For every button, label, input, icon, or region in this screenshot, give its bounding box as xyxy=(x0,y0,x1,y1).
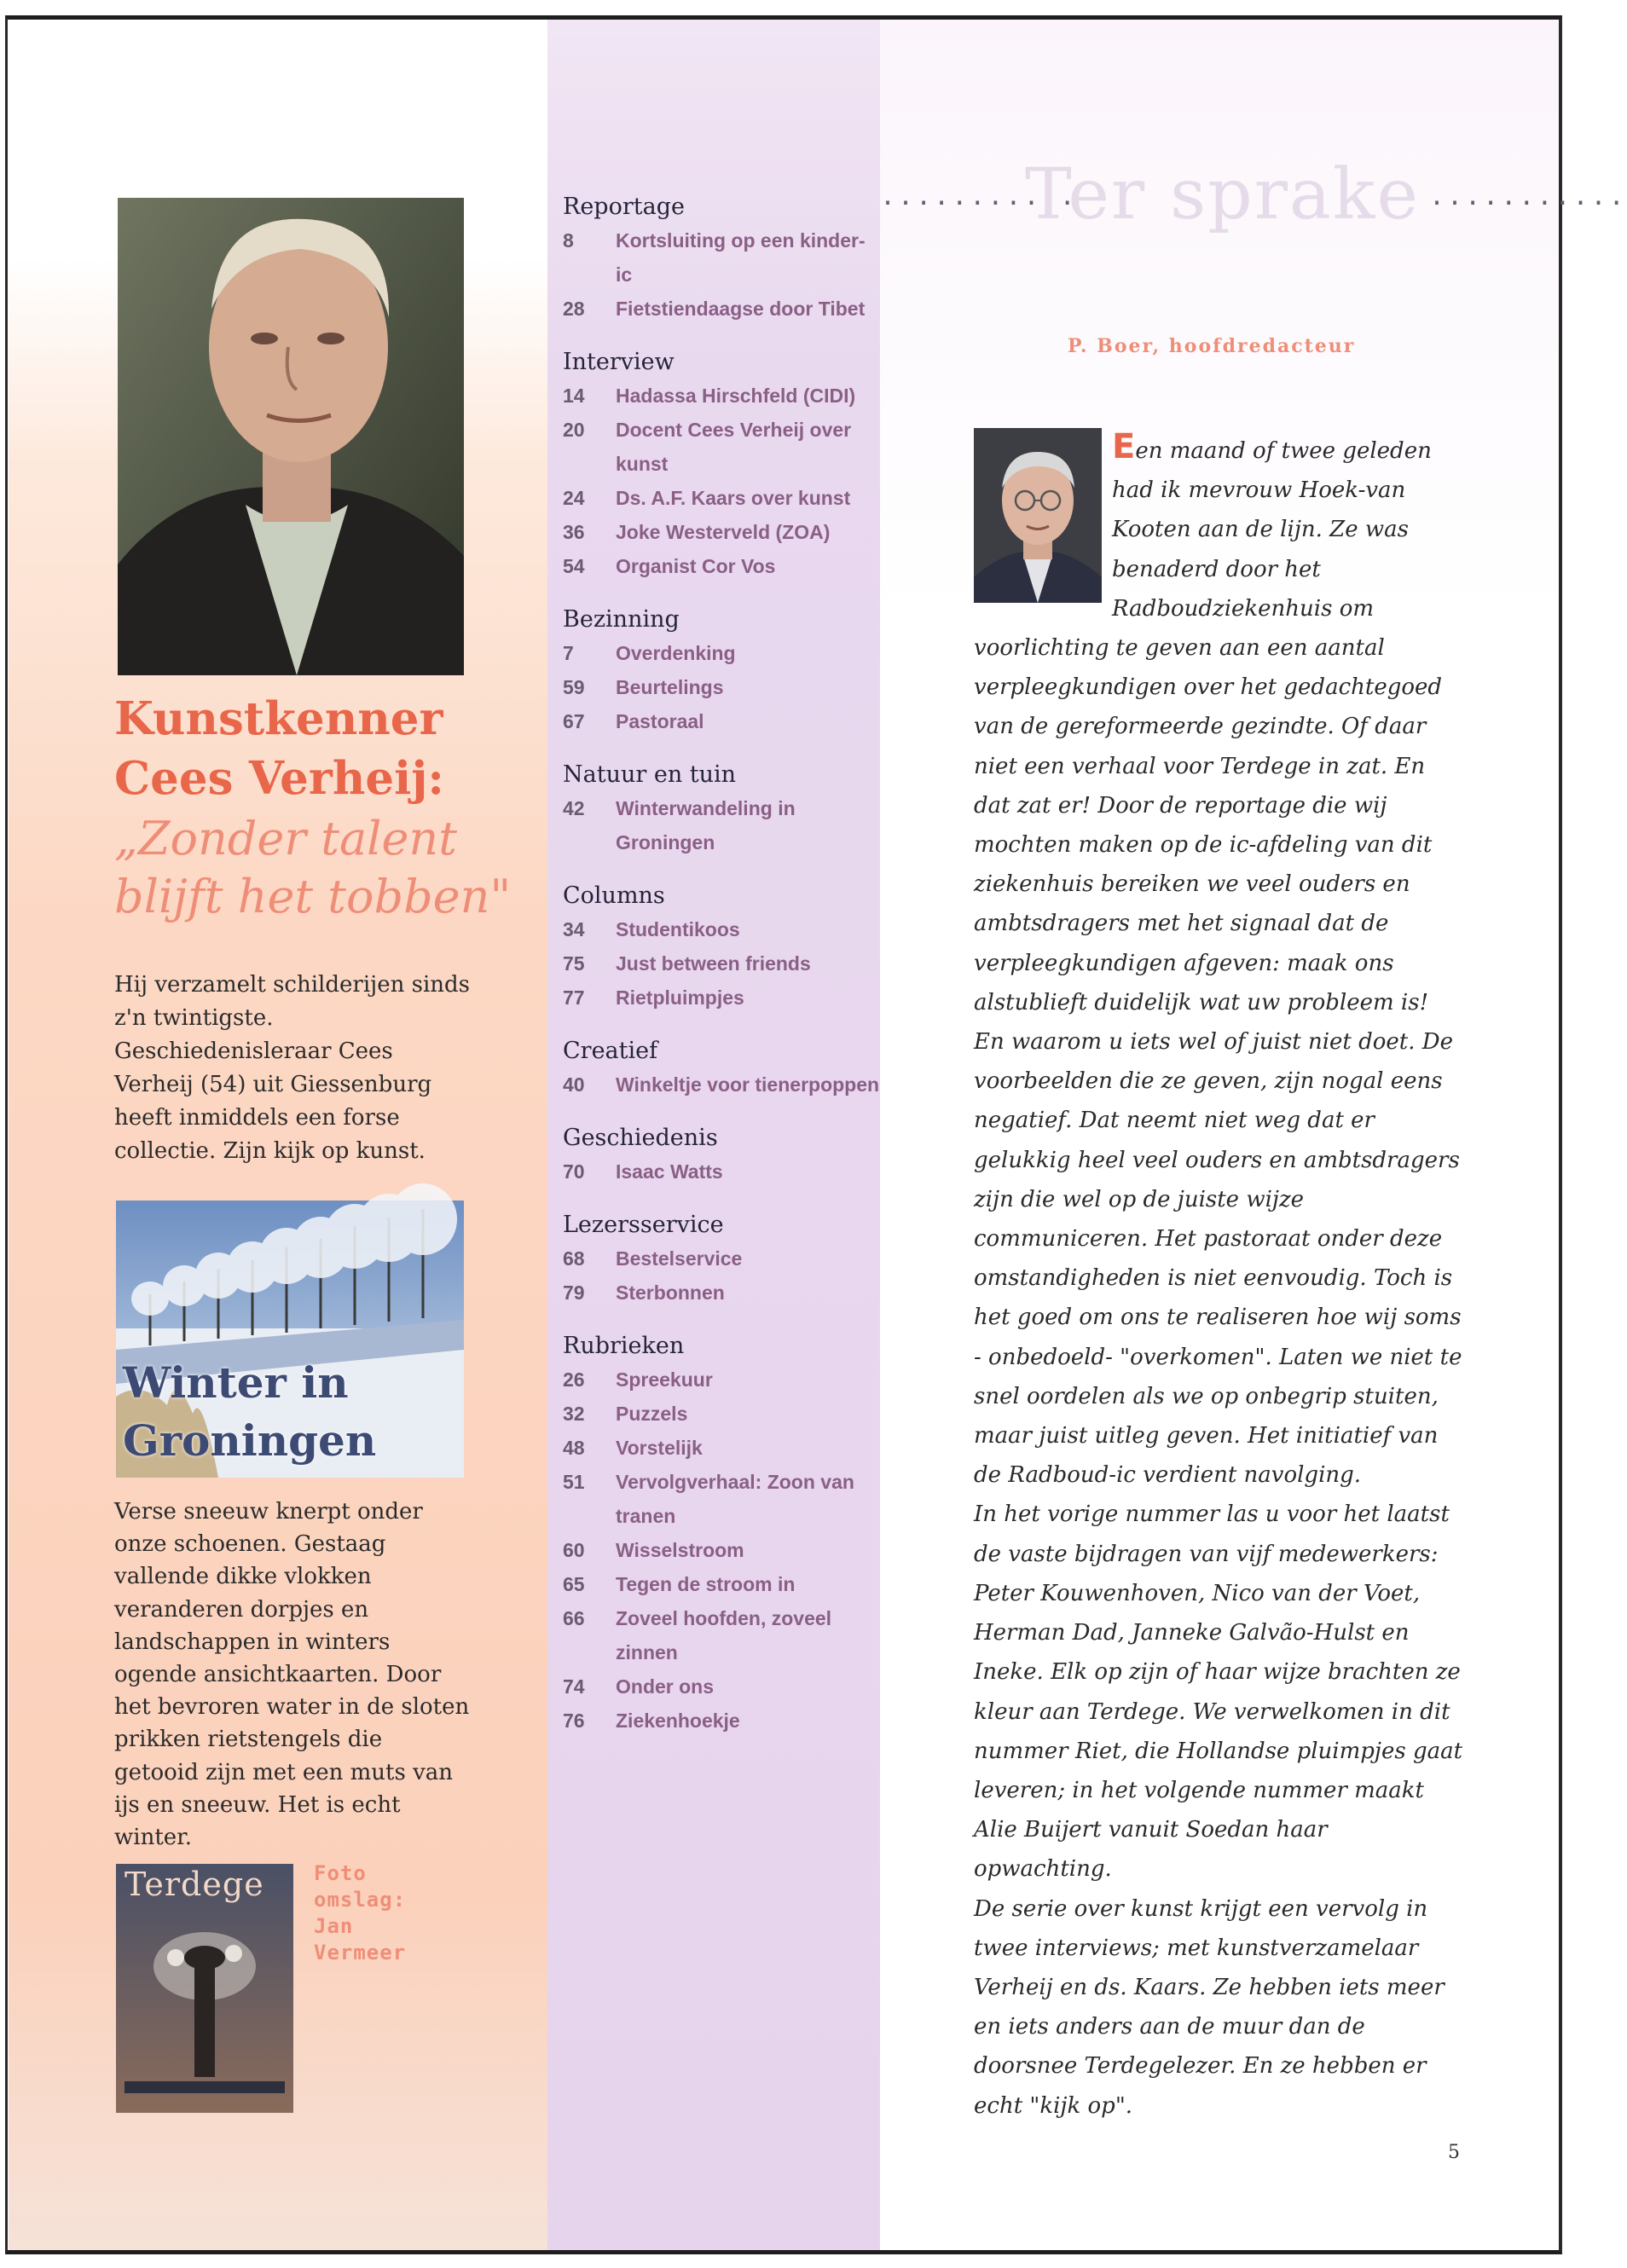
toc-entry[interactable] xyxy=(563,704,880,738)
toc-entry[interactable] xyxy=(563,549,880,583)
toc-entry-label: Tegen de stroom in xyxy=(616,1573,796,1595)
title-dots-right: ........... xyxy=(1429,182,1627,211)
toc-page-number: 65 xyxy=(563,1573,585,1595)
photo-spacer xyxy=(974,431,1107,614)
toc-section-title: Rubrieken xyxy=(563,1333,685,1359)
toc-entry[interactable] xyxy=(563,1363,880,1397)
toc-entry[interactable] xyxy=(563,1431,880,1465)
toc-page-number: 66 xyxy=(563,1607,585,1629)
toc-entry[interactable] xyxy=(563,1704,880,1738)
cover-story-title xyxy=(114,689,524,808)
toc-section xyxy=(563,344,880,583)
toc-page-number: 14 xyxy=(563,385,585,407)
toc-page-number: 40 xyxy=(563,1073,585,1096)
toc-section xyxy=(563,757,880,859)
toc-entry-label: Just between friends xyxy=(616,952,811,975)
toc-entry[interactable] xyxy=(563,912,880,946)
toc-page-number: 54 xyxy=(563,555,585,577)
toc-entry[interactable] xyxy=(563,1533,880,1567)
toc-entry[interactable] xyxy=(563,515,880,549)
magazine-cover-thumbnail xyxy=(116,1864,293,2113)
toc-page-number: 8 xyxy=(563,229,574,252)
toc-section-title: Columns xyxy=(563,882,665,909)
toc-entry[interactable] xyxy=(563,1067,880,1102)
toc-entry-label: Sterbonnen xyxy=(616,1282,725,1304)
drop-cap: E xyxy=(1112,427,1136,466)
cover-quote-line1: „Zonder talent xyxy=(114,812,457,865)
toc-entry-label: Winterwandeling in Groningen xyxy=(616,797,796,853)
toc-entry-label: Pastoraal xyxy=(616,710,704,732)
toc-section-title: Geschiedenis xyxy=(563,1125,718,1151)
toc-entry[interactable] xyxy=(563,292,880,326)
magazine-title: Terdege xyxy=(124,1866,264,1903)
cover-title-line2: Cees Verheij: xyxy=(114,752,444,805)
toc-page-number: 59 xyxy=(563,676,585,698)
toc-section xyxy=(563,602,880,738)
toc-entry[interactable] xyxy=(563,670,880,704)
toc-entry-label: Hadassa Hirschfeld (CIDI) xyxy=(616,385,856,407)
toc-section xyxy=(563,1328,880,1738)
toc-page-number: 75 xyxy=(563,952,585,975)
toc-entry-label: Organist Cor Vos xyxy=(616,555,776,577)
toc-entry-label: Fietstiendaagse door Tibet xyxy=(616,298,866,320)
toc-entry-label: Zoveel hoofden, zoveel zinnen xyxy=(616,1607,832,1663)
toc-entry[interactable] xyxy=(563,791,880,859)
toc-entry[interactable] xyxy=(563,481,880,515)
toc-entry-label: Overdenking xyxy=(616,642,736,664)
toc-entry[interactable] xyxy=(563,1669,880,1704)
toc-page-number: 60 xyxy=(563,1539,585,1561)
toc-page-number: 34 xyxy=(563,918,585,940)
toc-page-number: 32 xyxy=(563,1403,585,1425)
toc-section-title: Bezinning xyxy=(563,606,680,633)
toc-section-title: Reportage xyxy=(563,194,685,220)
editorial-body xyxy=(974,427,1464,2126)
toc-entry-label: Bestelservice xyxy=(616,1247,743,1270)
toc-page-number: 42 xyxy=(563,797,585,819)
toc-entry-label: Studentikoos xyxy=(616,918,740,940)
toc-entry[interactable] xyxy=(563,981,880,1015)
toc-entry-label: Ziekenhoekje xyxy=(616,1710,740,1732)
toc-entry-label: Vervolgverhaal: Zoon van tranen xyxy=(616,1471,854,1527)
toc-section-title: Lezersservice xyxy=(563,1212,724,1238)
toc-entry-label: Joke Westerveld (ZOA) xyxy=(616,521,831,543)
toc-entry[interactable] xyxy=(563,1276,880,1310)
toc-entry[interactable] xyxy=(563,413,880,481)
toc-entry[interactable] xyxy=(563,1567,880,1601)
editorial-title: Ter sprake xyxy=(1025,154,1420,235)
toc-entry-label: Ds. A.F. Kaars over kunst xyxy=(616,487,851,509)
winter-story-text: Verse sneeuw knerpt onder onze schoenen. Gestaag vallende dikke vlokken veranderen dorpjes en landschappen in winters ogende ansichtkaarten. Door het bevroren water in de sloten prikken rietstengels die getooid zijn met een muts van ijs en sneeuw. Het is echt winter. xyxy=(114,1499,470,1851)
toc-entry-label: Isaac Watts xyxy=(616,1160,723,1183)
toc-entry-label: Puzzels xyxy=(616,1403,688,1425)
toc-page-number: 77 xyxy=(563,986,585,1009)
toc-page-number: 24 xyxy=(563,487,585,509)
table-of-contents xyxy=(563,189,880,1756)
editorial-author: P. Boer, hoofdredacteur xyxy=(1068,335,1356,357)
page-number: 5 xyxy=(1448,2142,1460,2163)
toc-entry-label: Docent Cees Verheij over kunst xyxy=(616,419,852,475)
toc-section xyxy=(563,878,880,1015)
toc-entry[interactable] xyxy=(563,636,880,670)
cover-story-quote xyxy=(114,810,524,926)
winter-title-line2: Groningen xyxy=(123,1415,377,1466)
editorial-paragraph-1-text: en maand of twee geleden had ik mevrouw Hoek-van Kooten aan de lijn. Ze was benaderd door het Radboudziekenhuis om voorlichting te geven aan een aantal verpleegkundigen over het gedachtegoed van de gereformeerde gezindte. Of daar niet een verhaal voor Terdege in zat. En dat zat er! Door de reportage die wij mochten maken op de ic-afdeling van dit ziekenhuis bereiken we veel ouders en ambtsdragers met het signaal dat de verpleegkundigen afgeven: maak ons alstublieft duidelijk wat uw probleem is! En waarom u iets wel of juist niet doet. De voorbeelden die ze geven, zijn nogal eens negatief. Dat neemt niet weg dat er gelukkig heel veel ouders en ambtsdragers zijn die wel op de juiste wijze communiceren. Het pastoraat onder deze omstandigheden is niet eenvoudig. Toch is het goed om ons te realiseren hoe wij soms - onbedoeld- "overkomen". Laten we niet te snel oordelen als we op onbegrip stuiten, maar juist uitleg geven. Het initiatief van de Radboud-ic verdient navolging. xyxy=(974,438,1462,1489)
toc-entry[interactable] xyxy=(563,1397,880,1431)
cover-quote-line2: blijft het tobben" xyxy=(114,870,512,923)
toc-page-number: 36 xyxy=(563,521,585,543)
toc-entry[interactable] xyxy=(563,1601,880,1669)
toc-entry[interactable] xyxy=(563,946,880,981)
toc-page-number: 7 xyxy=(563,642,574,664)
toc-page-number: 20 xyxy=(563,419,585,441)
winter-photo xyxy=(116,1201,464,1478)
toc-page-number: 74 xyxy=(563,1675,585,1698)
toc-page-number: 67 xyxy=(563,710,585,732)
toc-page-number: 76 xyxy=(563,1710,585,1732)
toc-page-number: 79 xyxy=(563,1282,585,1304)
editorial-paragraph-2: In het vorige nummer las u voor het laatst de vaste bijdragen van vijf medewerkers: Peter Kouwenhoven, Nico van der Voet, Herman Dad, Janneke Galvão-Hulst en Ineke. Elk op zijn of haar wijze brachten ze kleur aan Terdege. We verwelkomen in dit nummer Riet, die Hollandse pluimpjes gaat leveren; in het volgende nummer maakt Alie Buijert vanuit Soedan haar opwachting. xyxy=(974,1501,1463,1883)
toc-page-number: 68 xyxy=(563,1247,585,1270)
toc-entry-label: Rietpluimpjes xyxy=(616,986,744,1009)
toc-entry[interactable] xyxy=(563,1154,880,1189)
editorial-paragraph-3: De serie over kunst krijgt een vervolg in twee interviews; met kunstverzamelaar Verheij en ds. Kaars. Ze hebben iets meer en iets anders aan de muur dan de doorsnee Terdegelezer. En ze hebben er echt "kijk op". xyxy=(974,1895,1445,2119)
toc-page-number: 48 xyxy=(563,1437,585,1459)
toc-entry[interactable] xyxy=(563,1465,880,1533)
toc-entry-label: Spreekuur xyxy=(616,1368,713,1391)
title-dots-left: ........... xyxy=(880,182,1078,211)
toc-entry-label: Wisselstroom xyxy=(616,1539,744,1561)
toc-page-number: 28 xyxy=(563,298,585,320)
winter-title-line1: Winter in xyxy=(123,1357,349,1408)
toc-page-number: 26 xyxy=(563,1368,585,1391)
toc-section xyxy=(563,1120,880,1189)
toc-entry-label: Winkeltje voor tienerpoppen xyxy=(616,1073,880,1096)
toc-entry-label: Kortsluiting op een kinder-ic xyxy=(616,229,866,286)
toc-entry-label: Onder ons xyxy=(616,1675,715,1698)
toc-entry[interactable] xyxy=(563,223,880,292)
toc-entry-label: Vorstelijk xyxy=(616,1437,703,1459)
toc-section xyxy=(563,1207,880,1310)
toc-section-title: Creatief xyxy=(563,1038,658,1064)
toc-page-number: 70 xyxy=(563,1160,585,1183)
toc-section-title: Natuur en tuin xyxy=(563,761,737,788)
photo-credit: Foto omslag: Jan Vermeer xyxy=(314,1861,407,1964)
cover-story-text: Hij verzamelt schilderijen sinds z'n twintigste. Geschiedenisleraar Cees Verheij (54) uit Giessenburg heeft inmiddels een forse collectie. Zijn kijk op kunst. xyxy=(114,972,470,1164)
toc-entry[interactable] xyxy=(563,1241,880,1276)
toc-entry[interactable] xyxy=(563,379,880,413)
toc-page-number: 51 xyxy=(563,1471,585,1493)
toc-entry-label: Beurtelings xyxy=(616,676,724,698)
winter-photo-title xyxy=(123,1354,464,1470)
cover-title-line1: Kunstkenner xyxy=(114,692,443,745)
toc-section xyxy=(563,189,880,326)
portrait-photo xyxy=(118,198,464,675)
toc-section-title: Interview xyxy=(563,349,675,375)
toc-section xyxy=(563,1033,880,1102)
